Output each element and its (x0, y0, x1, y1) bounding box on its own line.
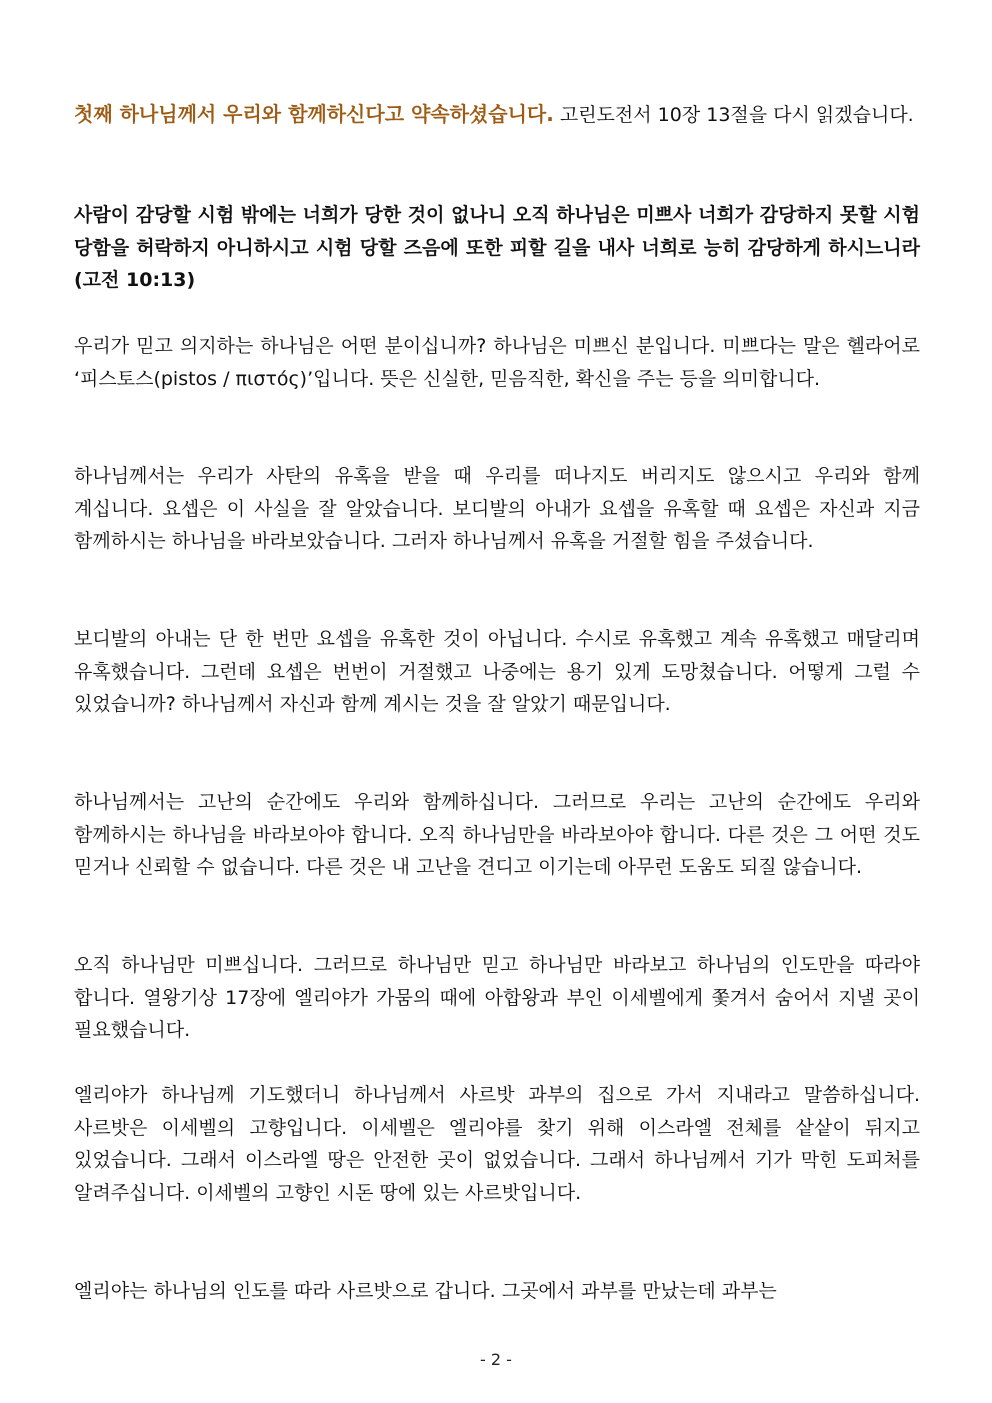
scripture-quote: 사람이 감당할 시험 밖에는 너희가 당한 것이 없나니 오직 하나님은 미쁘사 너희가 감당하지 못할 시험 당함을 허락하지 아니하시고 시험 당할 즈음에 또한 피할 길을 내사 너희로 능히 감당하게 하시느니라 (고전 10:13) (74, 204, 920, 292)
intro-paragraph (74, 98, 920, 132)
section-heading: 첫째 하나님께서 우리와 함께하신다고 약속하셨습니다. (74, 102, 554, 126)
body-paragraph-7: 엘리야는 하나님의 인도를 따라 사르밧으로 갑니다. 그곳에서 과부를 만났는데 과부는 (74, 1280, 777, 1302)
intro-text: 고린도전서 10장 13절을 다시 읽겠습니다. (553, 104, 914, 126)
page-number: - 2 - (480, 1350, 512, 1369)
body-paragraph-3: 보디발의 아내는 단 한 번만 요셉을 유혹한 것이 아닙니다. 수시로 유혹했고 계속 유혹했고 매달리며 유혹했습니다. 그런데 요셉은 번번이 거절했고 나중에는 용기 있게 도망쳤습니다. 어떻게 그럴 수 있었습니까? 하나님께서 자신과 함께 계시는 것을 잘 알았기 때문입니다. (74, 628, 920, 716)
body-paragraph-1: 우리가 믿고 의지하는 하나님은 어떤 분이십니까? 하나님은 미쁘신 분입니다. 미쁘다는 말은 헬라어로 ‘피스토스(pistos / πιστός)’입니다. 뜻은 신실한, 믿음직한, 확신을 주는 등을 의미합니다. (74, 335, 920, 390)
body-paragraph-4: 하나님께서는 고난의 순간에도 우리와 함께하십니다. 그러므로 우리는 고난의 순간에도 우리와 함께하시는 하나님을 바라보아야 합니다. 오직 하나님만을 바라보아야 합니다. 다른 것은 그 어떤 것도 믿거나 신뢰할 수 없습니다. 다른 것은 내 고난을 견디고 이기는데 아무런 도움도 되질 않습니다. (74, 791, 920, 879)
body-paragraph-6: 엘리야가 하나님께 기도했더니 하나님께서 사르밧 과부의 집으로 가서 지내라고 말씀하십니다. 사르밧은 이세벨의 고향입니다. 이세벨은 엘리야를 찾기 위해 이스라엘 전체를 샅샅이 뒤지고 있었습니다. 그래서 이스라엘 땅은 안전한 곳이 없었습니다. 그래서 하나님께서 기가 막힌 도피처를 알려주십니다. 이세벨의 고향인 시돈 땅에 있는 사르밧입니다. (74, 1084, 920, 1204)
body-paragraph-5: 오직 하나님만 미쁘십니다. 그러므로 하나님만 믿고 하나님만 바라보고 하나님의 인도만을 따라야 합니다. 열왕기상 17장에 엘리야가 가뭄의 때에 아합왕과 부인 이세벨에게 쫓겨서 숨어서 지낼 곳이 필요했습니다. (74, 954, 920, 1042)
body-paragraph-2: 하나님께서는 우리가 사탄의 유혹을 받을 때 우리를 떠나지도 버리지도 않으시고 우리와 함께 계십니다. 요셉은 이 사실을 잘 알았습니다. 보디발의 아내가 요셉을 유혹할 때 요셉은 자신과 지금 함께하시는 하나님을 바라보았습니다. 그러자 하나님께서 유혹을 거절할 힘을 주셨습니다. (74, 465, 920, 553)
